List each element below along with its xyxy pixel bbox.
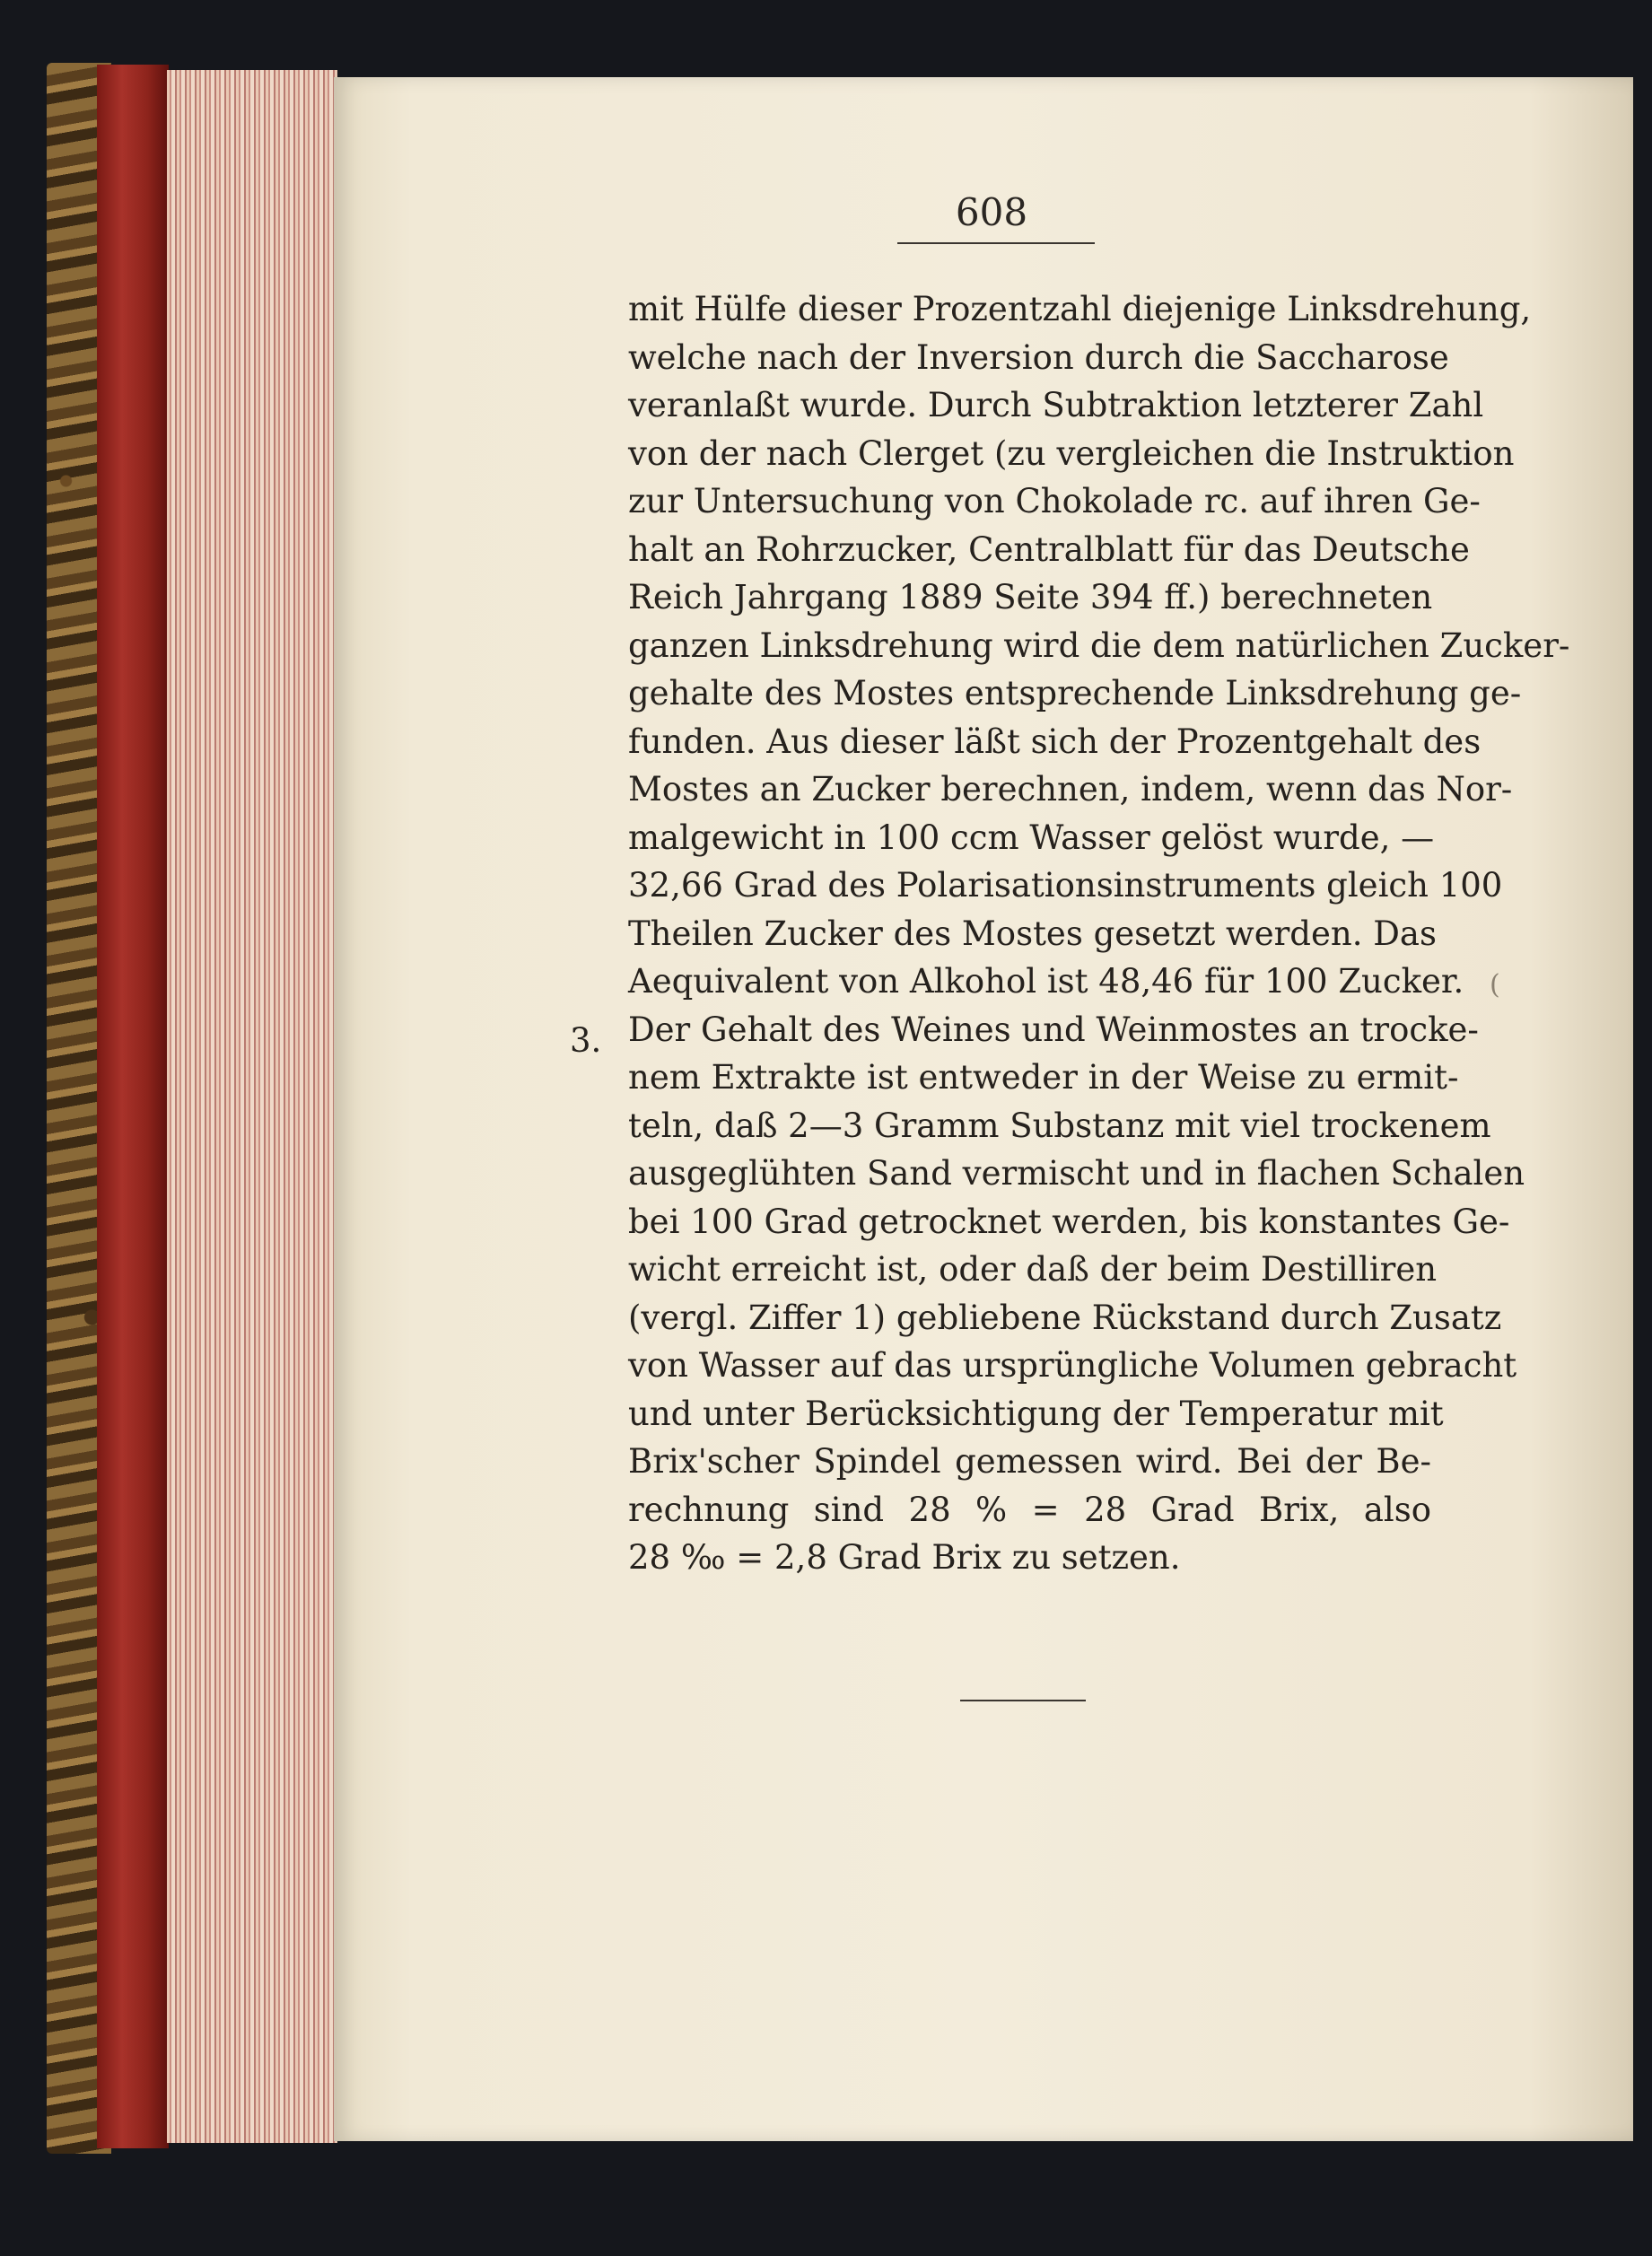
text-line: teln, daß 2—3 Gramm Substanz mit viel trockenem xyxy=(628,1106,1491,1145)
text-line: und unter Berücksichtigung der Temperatur mit xyxy=(628,1394,1444,1433)
text-line: Theilen Zucker des Mostes gesetzt werden. Das xyxy=(628,914,1437,953)
text-line: Reich Jahrgang 1889 Seite 394 ff.) berechneten xyxy=(628,578,1433,616)
red-page-edge xyxy=(97,65,169,2148)
body-text xyxy=(628,285,1570,1582)
text-line: malgewicht in 100 ccm Wasser gelöst wurde, — xyxy=(628,818,1435,857)
text-line: rechnung sind 28 % = 28 Grad Brix, also xyxy=(628,1490,1431,1529)
header-rule xyxy=(897,242,1095,244)
text-line: ganzen Linksdrehung wird die dem natürlichen Zucker- xyxy=(628,625,1570,665)
text-line: halt an Rohrzucker, Centralblatt für das Deutsche xyxy=(628,529,1470,569)
text-line: welche nach der Inversion durch die Saccharose xyxy=(628,337,1449,377)
text-line: ausgeglühten Sand vermischt und in flachen Schalen xyxy=(628,1154,1525,1193)
text-line: Aequivalent von Alkohol ist 48,46 für 100 Zucker. xyxy=(628,962,1464,1001)
page-number: 608 xyxy=(955,190,1028,234)
text-line: Der Gehalt des Weines und Weinmostes an trocke- xyxy=(628,1010,1479,1049)
text-line: zur Untersuchung von Chokolade rc. auf ihren Ge- xyxy=(628,482,1481,520)
page-stack xyxy=(167,70,337,2143)
text-line: (vergl. Ziffer 1) gebliebene Rückstand durch Zusatz xyxy=(628,1298,1502,1337)
text-line: 28 ‰ = 2,8 Grad Brix zu setzen. xyxy=(628,1538,1181,1577)
footer-rule xyxy=(960,1700,1086,1701)
text-line: wicht erreicht ist, oder daß der beim Destilliren xyxy=(628,1250,1438,1289)
margin-mark: ( xyxy=(1490,969,1500,1001)
text-line: veranlaßt wurde. Durch Subtraktion letzterer Zahl xyxy=(628,386,1484,424)
text-line: von der nach Clerget (zu vergleichen die Instruktion xyxy=(628,433,1515,473)
text-line: funden. Aus dieser läßt sich der Prozentgehalt des xyxy=(628,721,1482,761)
text-line: Mostes an Zucker berechnen, indem, wenn das Nor- xyxy=(628,770,1513,809)
text-line: mit Hülfe dieser Prozentzahl diejenige Linksdrehung, xyxy=(628,290,1532,328)
text-line: von Wasser auf das ursprüngliche Volumen gebracht xyxy=(628,1346,1517,1385)
text-line: 32,66 Grad des Polarisationsinstruments gleich 100 xyxy=(628,866,1503,905)
text-line: bei 100 Grad getrocknet werden, bis konstantes Ge- xyxy=(628,1202,1510,1241)
text-line: gehalte des Mostes entsprechende Linksdrehung ge- xyxy=(628,674,1522,713)
enumeration-label: 3. xyxy=(570,1021,602,1060)
text-line: nem Extrakte ist entweder in der Weise zu ermit- xyxy=(628,1058,1459,1097)
text-line: Brix'scher Spindel gemessen wird. Bei der Be- xyxy=(628,1442,1431,1481)
